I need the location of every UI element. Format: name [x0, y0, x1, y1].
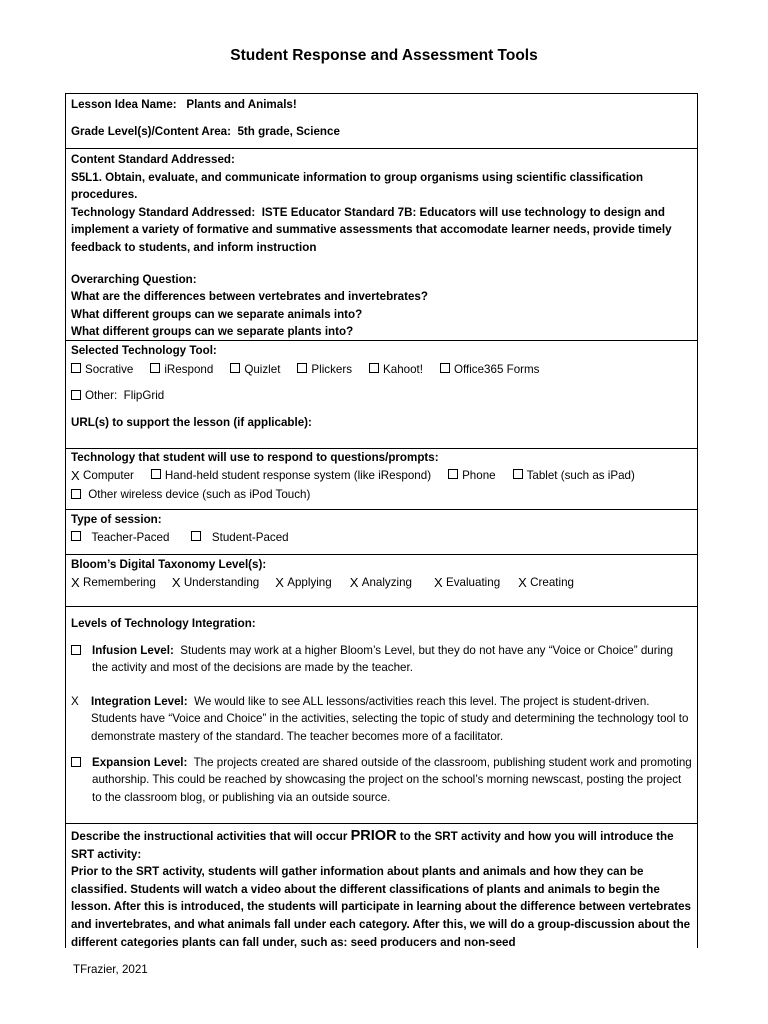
session-teacher-paced[interactable] — [71, 529, 169, 547]
checkbox-icon[interactable] — [191, 531, 201, 541]
tool-option-other[interactable] — [71, 387, 164, 405]
integration-label: Levels of Technology Integration: — [71, 617, 256, 630]
option-label: Computer — [83, 468, 134, 482]
blooms-remembering[interactable] — [71, 574, 156, 592]
option-label: Other: — [85, 389, 118, 403]
blooms-section — [66, 555, 697, 607]
option-label: Applying — [287, 575, 332, 589]
url-label: URL(s) to support the lesson (if applicable): — [71, 415, 312, 429]
checkbox-icon[interactable] — [150, 363, 160, 373]
student-tech-handheld[interactable] — [151, 467, 431, 485]
infusion-text: Students may work at a higher Bloom’s Level, but they do not have any “Voice or Choice” during the activity and most of the decisions are made by the teacher. — [92, 643, 674, 675]
integration-title: Integration Level: — [91, 694, 188, 708]
lesson-idea-value: Plants and Animals! — [186, 98, 297, 111]
option-label: Hand-held student response system (like iRespond) — [164, 468, 432, 482]
grade-label: Grade Level(s)/Content Area: — [71, 124, 231, 138]
overarching-question-label: Overarching Question: — [71, 272, 197, 286]
lesson-info-section — [66, 94, 697, 149]
assessment-form — [65, 93, 698, 948]
option-label: Remembering — [83, 575, 156, 589]
blooms-evaluating[interactable] — [434, 574, 500, 592]
option-label: iRespond — [164, 362, 214, 376]
checkbox-icon[interactable] — [151, 469, 161, 479]
tool-option-plickers[interactable] — [297, 361, 352, 379]
prior-activities-section — [66, 824, 697, 948]
option-label: Other wireless device (such as iPod Touch) — [88, 488, 311, 502]
session-section — [66, 510, 697, 555]
standards-section — [66, 149, 697, 341]
tech-standard-text: ISTE Educator Standard 7B: Educators will use technology to design and implement a variety of formative and summative assessments that accomodate learner needs, provide timely feedback to students, and inform instruction — [71, 205, 672, 254]
expansion-level — [71, 754, 692, 807]
blooms-analyzing[interactable] — [350, 574, 412, 592]
prior-prompt — [71, 828, 692, 863]
prior-prompt-end: to the SRT activity and how you will introduce the SRT activity: — [71, 830, 674, 861]
prior-emphasis: PRIOR — [350, 828, 397, 844]
prior-prompt-start: Describe the instructional activities that will occur — [71, 830, 348, 843]
infusion-level — [71, 642, 692, 677]
checkbox-icon[interactable] — [513, 469, 523, 479]
x-mark-icon: X — [275, 574, 284, 590]
question-item: What different groups can we separate plants into? — [71, 325, 354, 339]
prior-text: Prior to the SRT activity, students will gather information about plants and animals and how they can be classified. Students will watch a video about the different classifications of plants and animals to begin the lesson. After this is introduced, the students will participate in learning about the difference between vertebrates and invertebrates, and what animals fall under each category. After this, we will do a group-discussion about the different categories plants can fall under, such as: seed producers and non-seed — [71, 865, 691, 948]
footer-credit: TFrazier, 2021 — [73, 963, 148, 976]
option-label: Teacher-Paced — [91, 530, 170, 544]
option-label: Tablet (such as iPad) — [526, 468, 635, 482]
grade-value: 5th grade, Science — [237, 124, 340, 138]
option-label: Office365 Forms — [453, 362, 540, 376]
blooms-understanding[interactable] — [172, 574, 259, 592]
session-student-paced[interactable] — [191, 529, 288, 547]
checkbox-icon[interactable] — [71, 645, 81, 655]
option-label: Creating — [530, 575, 574, 589]
content-standard-text: S5L1. Obtain, evaluate, and communicate information to group organisms using scientific classification procedures. — [71, 170, 644, 202]
x-mark-icon: X — [171, 574, 181, 590]
checkbox-icon[interactable] — [230, 363, 240, 373]
option-label: Evaluating — [446, 575, 501, 589]
x-mark-icon: X — [434, 574, 443, 590]
tool-option-office365[interactable] — [440, 361, 539, 379]
content-standard-label: Content Standard Addressed: — [71, 153, 235, 166]
session-label: Type of session: — [71, 513, 162, 526]
x-mark-icon: X — [71, 574, 80, 590]
page-title: Student Response and Assessment Tools — [230, 47, 538, 64]
checkbox-icon[interactable] — [71, 363, 81, 373]
lesson-idea-label: Lesson Idea Name: — [71, 98, 177, 111]
integration-text: We would like to see ALL lessons/activities reach this level. The project is student-driven. Students have “Voice and Choice” in the activities, selecting the topic of study and determining the technology tool to demonstrate mastery of the standard. The teacher becomes more of a facilitator. — [91, 694, 689, 743]
option-label: Socrative — [85, 362, 134, 376]
tech-standard — [71, 204, 692, 257]
checkbox-icon[interactable] — [71, 531, 81, 541]
blooms-creating[interactable] — [518, 574, 574, 592]
tool-option-irespond[interactable] — [150, 361, 213, 379]
checkbox-icon[interactable] — [440, 363, 450, 373]
option-label: Plickers — [311, 362, 353, 376]
student-tech-label: Technology that student will use to respond to questions/prompts: — [71, 451, 439, 464]
infusion-title: Infusion Level: — [92, 643, 174, 657]
option-label: Understanding — [183, 575, 260, 589]
x-mark-icon: X — [349, 574, 359, 590]
option-label: Kahoot! — [383, 362, 423, 376]
option-label: Analyzing — [361, 575, 412, 589]
checkbox-icon[interactable] — [71, 390, 81, 400]
question-item: What are the differences between vertebrates and invertebrates? — [71, 290, 428, 304]
student-tech-other[interactable] — [71, 486, 310, 504]
tech-tool-section — [66, 341, 697, 449]
tech-tool-label: Selected Technology Tool: — [71, 344, 217, 357]
option-label: Phone — [462, 468, 496, 482]
x-mark-icon: X — [71, 694, 79, 708]
student-tech-tablet[interactable] — [513, 467, 635, 485]
expansion-title: Expansion Level: — [92, 755, 188, 769]
tech-standard-label: Technology Standard Addressed: — [71, 205, 256, 219]
integration-section — [66, 607, 697, 824]
expansion-text: The projects created are shared outside of the classroom, publishing student work and promoting authorship. This could be reached by showcasing the project on the school’s morning newscast, posting the project to the classroom blog, or publishing via an outside source. — [92, 755, 692, 804]
tool-option-socrative[interactable] — [71, 361, 133, 379]
checkbox-icon[interactable] — [448, 469, 458, 479]
student-tech-computer[interactable] — [71, 467, 134, 485]
blooms-applying[interactable] — [275, 574, 331, 592]
checkbox-icon[interactable] — [369, 363, 379, 373]
checkbox-icon[interactable] — [71, 489, 81, 499]
other-tool-value: FlipGrid — [123, 389, 165, 403]
x-mark-icon: X — [71, 467, 80, 483]
option-label: Quizlet — [244, 362, 281, 376]
student-tech-phone[interactable] — [448, 467, 496, 485]
tool-option-kahoot[interactable] — [369, 361, 423, 379]
checkbox-icon[interactable] — [297, 363, 307, 373]
tool-option-quizlet[interactable] — [230, 361, 280, 379]
checkbox-icon[interactable] — [71, 757, 81, 767]
x-mark-icon: X — [518, 574, 527, 590]
option-label: Student-Paced — [211, 530, 289, 544]
question-item: What different groups can we separate animals into? — [71, 307, 363, 321]
student-tech-section — [66, 449, 697, 510]
integration-level — [71, 693, 692, 746]
blooms-label: Bloom’s Digital Taxonomy Level(s): — [71, 558, 267, 571]
